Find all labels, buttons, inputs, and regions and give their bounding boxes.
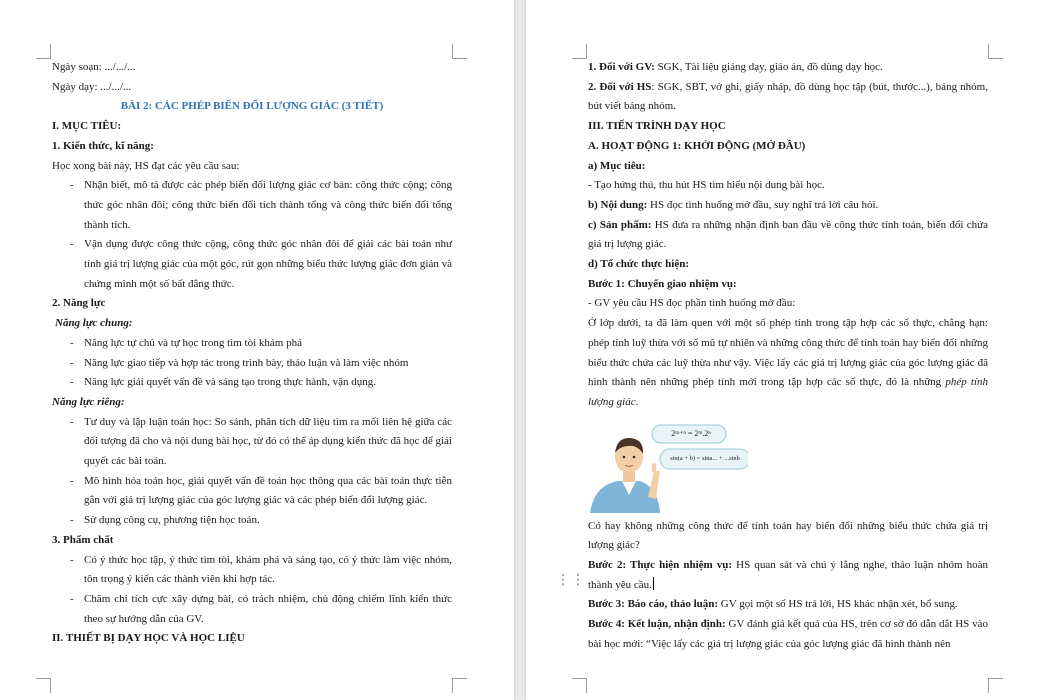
section-process: III. TIẾN TRÌNH DẠY HỌC — [588, 120, 726, 133]
list-item: - Nhận biết, mô tả được các phép biến đổi lượng giác cơ bản: công thức cộng; công thức góc nhân đôi; công thức biến đổi tích thành tổng và công thức biến đổi tổng thành tích. — [52, 176, 452, 235]
student-materials — [588, 78, 988, 117]
margin-corner-mark — [452, 678, 467, 693]
document-page-right[interactable] — [526, 0, 1038, 700]
margin-corner-mark — [36, 678, 51, 693]
teacher-illustration[interactable] — [588, 423, 988, 513]
document-page-left[interactable] — [0, 0, 514, 700]
scenario-text: Ở lớp dưới, ta đã làm quen với một số phép tính trong tập hợp các số thực, chẳng hạn: phép tính luỹ thừa với số mũ tự nhiên và những công thức để tính toán hay biến đổi những biểu thức chứa các luỹ thừa như vậy. Việc lấy các giá trị lượng giác của góc lượng giác đã hình thành nên những phép tính mới trong tập hợp các số thực, đó là những — [588, 317, 988, 389]
right-page-content[interactable] — [588, 58, 988, 655]
step4-row — [588, 615, 988, 654]
student-materials-text: : SGK, SBT, vở ghi, giấy nháp, đồ dùng học tập (bút, thước...), bảng nhóm, bút viết bảng nhóm. — [588, 80, 988, 113]
step3-row — [588, 595, 988, 615]
teacher-materials — [588, 58, 988, 78]
step3-text: GV gọi một số HS trả lời, HS khác nhận xét, bổ sung. — [718, 598, 958, 611]
margin-corner-mark — [572, 44, 587, 59]
step4-text: GV đánh giá kết quả của HS, trên cơ sở đó dẫn dắt HS vào bài học mới: “Việc lấy các giá trị lượng giác của góc lượng giác đã hình thành nên — [588, 618, 988, 650]
margin-corner-mark — [988, 678, 1003, 693]
step1-label: Bước 1: Chuyển giao nhiệm vụ: — [588, 277, 737, 290]
lesson-title: BÀI 2: CÁC PHÉP BIẾN ĐỔI LƯỢNG GIÁC (3 TIẾT) — [120, 100, 384, 113]
list-item: - Chăm chỉ tích cực xây dựng bài, có trách nhiệm, chủ động chiếm lĩnh kiến thức theo sự hướng dẫn của GV. — [52, 590, 452, 629]
product-text: HS đưa ra những nhận định ban đầu về công thức tính toán, biến đổi chứa giá trị lượng giác. — [588, 218, 988, 251]
specific-competence-list — [52, 413, 452, 531]
qualities-list — [52, 551, 452, 630]
prep-date: Ngày soạn: .../.../... — [52, 61, 136, 73]
list-item: - Năng lực tự chủ và tự học trong tìm tòi khám phá — [52, 334, 452, 354]
content-row — [588, 196, 988, 216]
margin-corner-mark — [36, 44, 51, 59]
objective-label: a) Mục tiêu: — [588, 159, 646, 172]
step1-text: - GV yêu cầu HS đọc phần tình huống mở đầu: — [588, 297, 796, 310]
list-item: - Mô hình hóa toán học, giải quyết vấn đề toán học thông qua các bài toán thực tiễn gắn với giá trị lượng giác của góc lượng giác và các phép biến đổi lượng giác. — [52, 472, 452, 511]
margin-corner-mark — [452, 44, 467, 59]
margin-corner-mark — [572, 678, 587, 693]
drag-handle-icon[interactable]: ⋮⋮ — [556, 572, 586, 588]
knowledge-list — [52, 176, 452, 294]
list-item: - Năng lực giao tiếp và hợp tác trong trình bày, thảo luận và làm việc nhóm — [52, 354, 452, 374]
text-cursor — [653, 577, 654, 590]
margin-corner-mark — [988, 44, 1003, 59]
section-equipment: II. THIẾT BỊ DẠY HỌC VÀ HỌC LIỆU — [52, 632, 245, 645]
step2-text: HS quan sát và chú ý lắng nghe, thảo luận nhóm hoàn thành yêu cầu. — [588, 559, 988, 591]
teacher-materials-text: SGK, Tài liệu giảng dạy, giáo án, đồ dùng dạy học. — [654, 61, 883, 73]
section-objectives: I. MỤC TIÊU: — [52, 120, 122, 133]
general-competence-title: Năng lực chung: — [55, 317, 133, 330]
organization-label: d) Tổ chức thực hiện: — [588, 258, 690, 271]
bubble-power-formula: 2ᵐ⁺ⁿ = 2ᵐ.2ⁿ — [671, 428, 711, 438]
list-item: - Sử dụng công cụ, phương tiện học toán. — [52, 511, 452, 531]
subsection-qualities: 3. Phẩm chất — [52, 533, 114, 546]
list-item: - Vận dụng được công thức cộng, công thức góc nhân đôi để giải các bài toán như tính giá trị lượng giác của một góc, rút gọn những biểu thức lượng giác đơn giản và chứng minh một số bất đẳng thức. — [52, 235, 452, 294]
bubble-sine-formula: sin(a + b) = sina... + ...sinb — [670, 454, 740, 462]
general-competence-list — [52, 334, 452, 393]
step2-row — [588, 556, 988, 595]
student-label: 2. Đối với HS — [588, 80, 652, 93]
teach-date: Ngày dạy: .../.../... — [52, 80, 132, 93]
question-text: Có hay không những công thức để tính toán hay biến đổi những biểu thức chứa giá trị lượng giác? — [588, 519, 988, 552]
step4-label: Bước 4: Kết luận, nhận định: — [588, 618, 726, 631]
left-page-content[interactable] — [52, 58, 452, 649]
subsection-knowledge: 1. Kiến thức, kĩ năng: — [52, 139, 154, 152]
scenario-italic: phép tính lượng giác — [588, 376, 989, 408]
scenario-end: . — [635, 395, 639, 408]
list-item: - Có ý thức học tập, ý thức tìm tòi, khám phá và sáng tạo, có ý thức làm việc nhóm, tôn trọng ý kiến các thành viên khi hợp tác. — [52, 551, 452, 590]
objectives-intro: Học xong bài này, HS đạt các yêu cầu sau: — [52, 159, 240, 172]
teacher-label: 1. Đối với GV: — [588, 61, 655, 73]
list-item: - Năng lực giải quyết vấn đề và sáng tạo trong thực hành, vận dụng. — [52, 373, 452, 393]
step3-label: Bước 3: Báo cáo, thảo luận: — [588, 598, 719, 611]
objective-text: - Tạo hứng thú, thu hút HS tìm hiểu nội dung bài học. — [588, 179, 825, 192]
subsection-competence: 2. Năng lực — [52, 297, 106, 310]
product-row — [588, 216, 988, 255]
content-text: HS đọc tình huống mở đầu, suy nghĩ trả lời câu hỏi. — [647, 198, 879, 211]
product-label: c) Sản phẩm: — [588, 218, 652, 231]
activity-title: A. HOẠT ĐỘNG 1: KHỞI ĐỘNG (MỞ ĐẦU) — [588, 139, 806, 152]
scenario-paragraph — [588, 314, 988, 413]
specific-competence-title: Năng lực riêng: — [52, 395, 125, 408]
list-item: - Tư duy và lập luận toán học: So sánh, phân tích dữ liệu tìm ra mối liên hệ giữa các đối tượng đã cho và nội dung bài học, từ đó có thể áp dụng kiến thức đã học để giải quyết các bài toán. — [52, 413, 452, 472]
step2-label: Bước 2: Thực hiện nhiệm vụ: — [588, 559, 733, 572]
content-label: b) Nội dung: — [588, 198, 648, 211]
